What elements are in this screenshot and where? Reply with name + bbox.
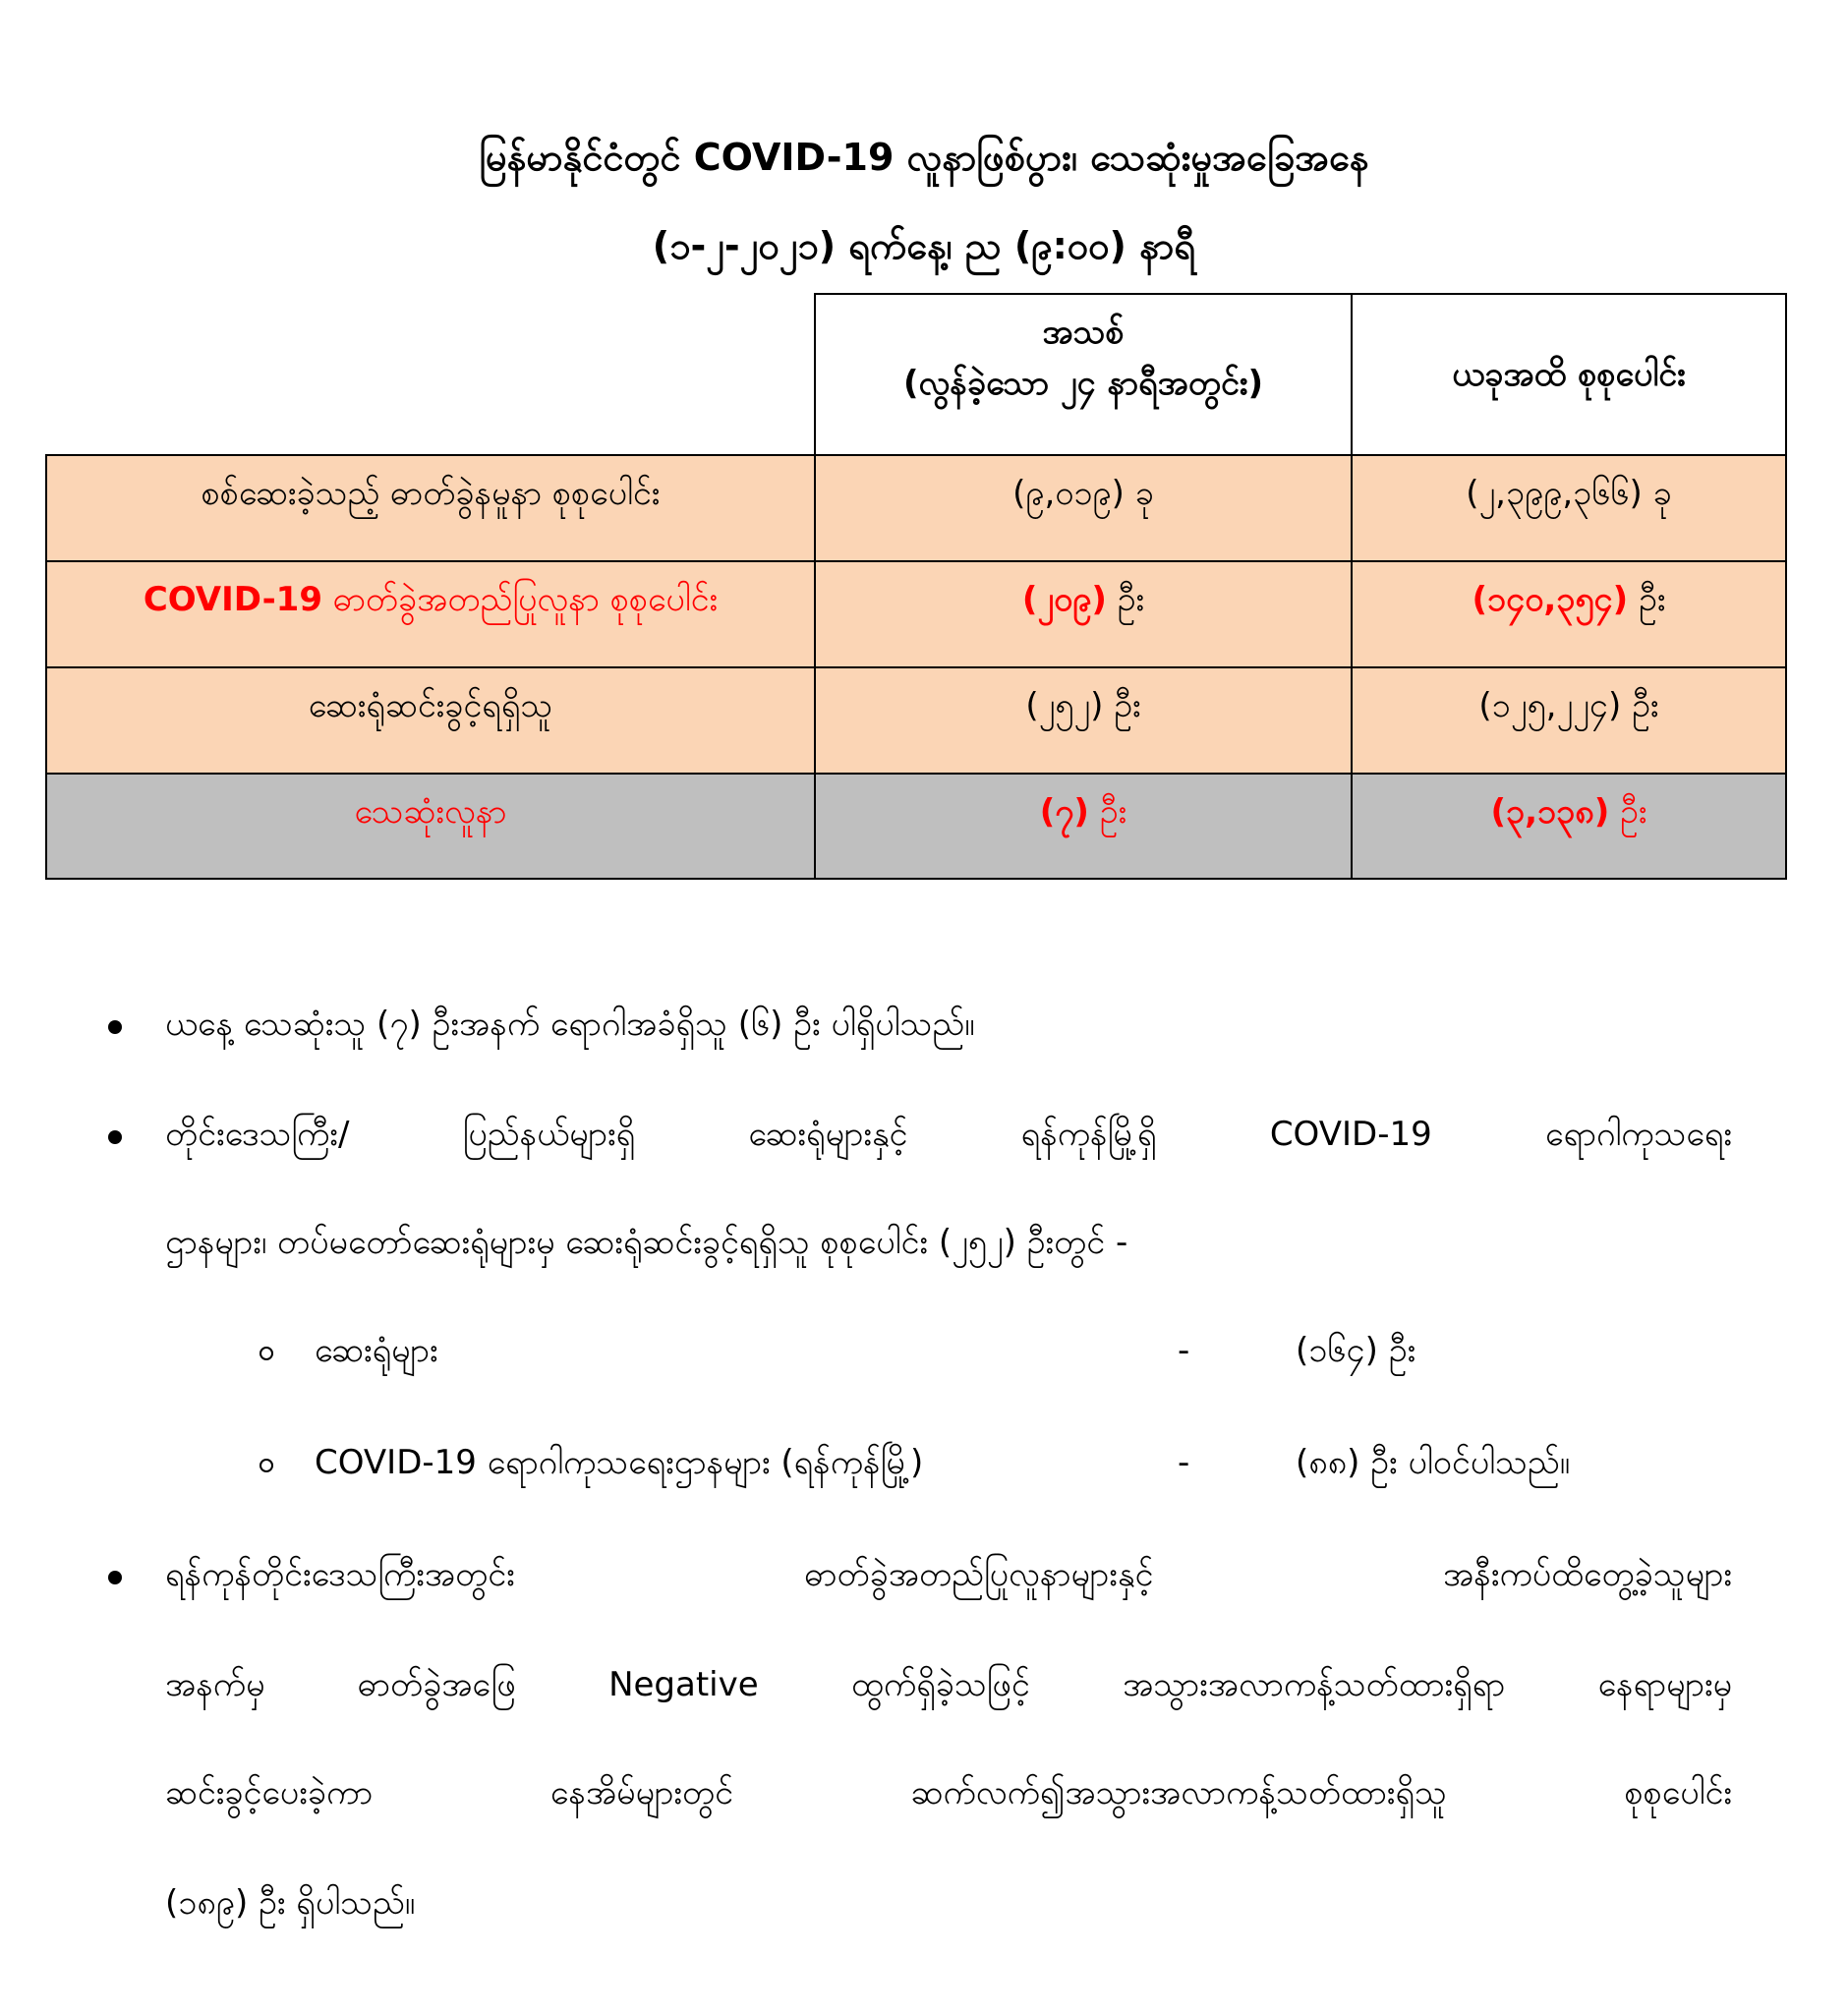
- bullet-dot: [108, 1571, 122, 1584]
- sub-hospitals-value: (၁၆၄) ဦး: [1296, 1331, 1416, 1370]
- report-title: မြန်မာနိုင်ငံတွင် COVID-19 လူနာဖြစ်ပွား၊ သေဆုံးမှုအခြေအနေ: [479, 136, 1369, 179]
- header-new-line1: အသစ်: [1042, 313, 1125, 352]
- total-number: (၁၂၅,၂၂၄): [1478, 686, 1622, 725]
- row-new-value: [815, 774, 1352, 879]
- new-number: (၂၀၉): [1021, 580, 1107, 619]
- row-label-covid: COVID-19: [143, 580, 322, 619]
- row-total-value: [1352, 774, 1786, 879]
- sub-treatment-centers-dash: -: [1178, 1443, 1190, 1482]
- bullet-discharge-line2: ဌာနများ၊ တပ်မတော်ဆေးရုံများမှ ဆေးရုံဆင်းခွင့်ရရှိသူ စုစုပေါင်း (၂၅၂) ဦးတွင် -: [165, 1223, 1128, 1262]
- new-unit: ဦး: [1099, 792, 1127, 832]
- table-header-row: [46, 294, 1786, 455]
- new-number: (၂၅၂): [1025, 686, 1104, 725]
- bullet-quarantine-line4: (၁၈၉) ဦး ရှိပါသည်။: [165, 1883, 416, 1923]
- total-number: (၂,၃၉၉,၃၆၆): [1466, 474, 1643, 513]
- bullet-dot: [108, 1020, 122, 1034]
- header-blank-cell: [46, 294, 815, 455]
- total-unit: ဦး: [1632, 686, 1659, 725]
- new-number: (၉,၀၁၉): [1012, 474, 1125, 513]
- row-new-value: [815, 667, 1352, 774]
- total-unit: ဦး: [1620, 792, 1647, 832]
- sub-hospitals-label: ဆေးရုံများ: [315, 1331, 438, 1370]
- sub-treatment-centers-label: COVID-19 ရောဂါကုသရေးဌာနများ (ရန်ကုန်မြို့): [315, 1443, 924, 1482]
- total-unit: ဦး: [1639, 580, 1666, 619]
- row-new-value: [815, 561, 1352, 667]
- new-number: (၇): [1039, 792, 1089, 832]
- bullet-quarantine-line1: ရန်ကုန်တိုင်းဒေသကြီးအတွင်း ဓာတ်ခွဲအတည်ပြုလူနာများနှင့် အနီးကပ်ထိတွေ့ခဲ့သူများ: [165, 1555, 1732, 1594]
- header-new: [815, 294, 1352, 455]
- total-number: (၁၄၀,၃၅၄): [1472, 580, 1629, 619]
- row-label: [46, 561, 815, 667]
- header-new-line2: (လွန်ခဲ့သော ၂၄ နာရီအတွင်း): [902, 364, 1264, 403]
- total-number: (၃,၁၃၈): [1490, 792, 1610, 832]
- row-label: သေဆုံးလူနာ: [46, 774, 815, 879]
- row-label: ဆေးရုံဆင်းခွင့်ရရှိသူ: [46, 667, 815, 774]
- new-unit: ဦး: [1117, 580, 1145, 619]
- row-label: စစ်ဆေးခဲ့သည့် ဓာတ်ခွဲနမူနာ စုစုပေါင်း: [46, 455, 815, 561]
- sub-bullet-ring: [260, 1347, 273, 1360]
- bullet-deaths-note: ယနေ့ သေဆုံးသူ (၇) ဦးအနက် ရောဂါအခံရှိသူ (၆) ဦး ပါရှိပါသည်။: [165, 1005, 975, 1044]
- row-total-value: [1352, 455, 1786, 561]
- covid-stats-table: [45, 293, 1787, 880]
- bullet-discharge-line1: တိုင်းဒေသကြီး/ ပြည်နယ်များရှိ ဆေးရုံများနှင့် ရန်ကုန်မြို့ရှိ COVID-19 ရောဂါကုသရေး: [165, 1115, 1732, 1154]
- sub-treatment-centers-value: (၈၈) ဦး ပါဝင်ပါသည်။: [1296, 1443, 1571, 1482]
- sub-bullet-ring: [260, 1459, 273, 1472]
- bullet-dot: [108, 1130, 122, 1144]
- row-label-text: ဓာတ်ခွဲအတည်ပြုလူနာ စုစုပေါင်း: [332, 580, 719, 619]
- row-total-value: [1352, 561, 1786, 667]
- table-row-lab-samples: [46, 455, 1786, 561]
- new-unit: ခု: [1134, 474, 1154, 513]
- table-row-confirmed: [46, 561, 1786, 667]
- row-new-value: [815, 455, 1352, 561]
- total-unit: ခု: [1652, 474, 1672, 513]
- bullet-quarantine-line2: အနက်မှ ဓာတ်ခွဲအဖြေ Negative ထွက်ရှိခဲ့သဖြင့် အသွားအလာကန့်သတ်ထားရှိရာ နေရာများမှ: [165, 1665, 1732, 1704]
- table-row-discharged: [46, 667, 1786, 774]
- bullet-quarantine-line3: ဆင်းခွင့်ပေးခဲ့ကာ နေအိမ်များတွင် ဆက်လက်၍အသွားအလာကန့်သတ်ထားရှိသူ စုစုပေါင်း: [165, 1773, 1732, 1812]
- sub-hospitals-dash: -: [1178, 1331, 1190, 1370]
- table-row-deaths: [46, 774, 1786, 879]
- report-date: (၁-၂-၂၀၂၁) ရက်နေ့၊ ည (၉:၀၀) နာရီ: [652, 224, 1196, 267]
- header-total: ယခုအထိ စုစုပေါင်း: [1352, 294, 1786, 455]
- new-unit: ဦး: [1114, 686, 1141, 725]
- row-total-value: [1352, 667, 1786, 774]
